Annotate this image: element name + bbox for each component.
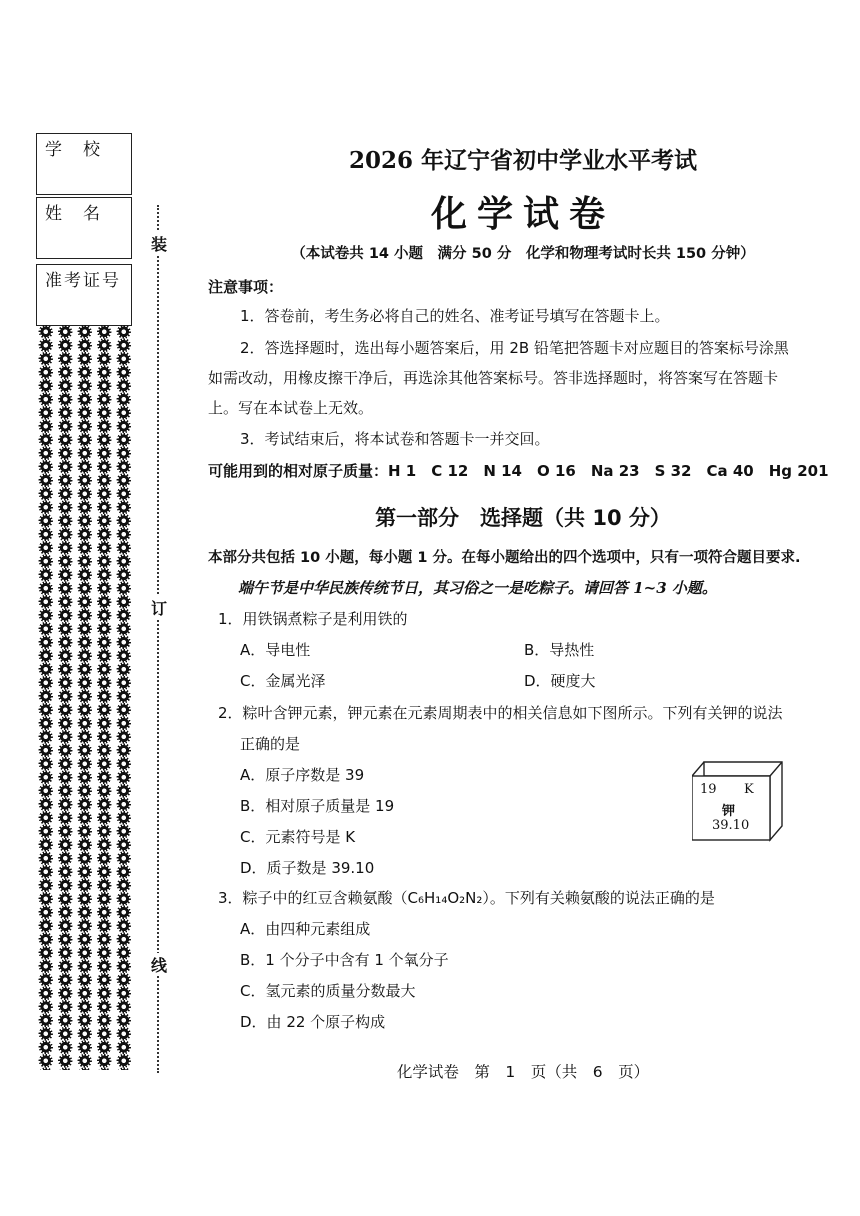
exam-subtitle: （本试卷共 14 小题 满分 50 分 化学和物理考试时长共 150 分钟） [291, 246, 755, 262]
question-2-option-c[interactable]: C．元素符号是 K [240, 828, 356, 846]
subject-title: 化学试卷 [430, 194, 615, 235]
notice-heading: 注意事项： [208, 278, 284, 296]
question-1-option-c[interactable]: C．金属光泽 [240, 672, 326, 690]
question-2-stem: 2．粽叶含钾元素，钾元素在元素周期表中的相关信息如下图所示。下列有关钾的说法 [218, 704, 783, 722]
decorative-pattern [36, 325, 134, 1070]
section-title: 第一部分 选择题（共 10 分） [375, 506, 671, 530]
atomic-masses: 可能用到的相对原子质量：H 1 C 12 N 14 O 16 Na 23 S 32 Ca 40 Hg 201 [208, 462, 829, 480]
section-intro: 本部分共包括 10 小题，每小题 1 分。在每小题给出的四个选项中，只有一项符合题目要求. [208, 550, 801, 566]
question-3-option-a[interactable]: A．由四种元素组成 [240, 920, 371, 938]
binding-mark-xian: 线 [150, 953, 168, 976]
binding-dotted-line [157, 205, 159, 1073]
question-3-stem: 3．粽子中的红豆含赖氨酸（C₆H₁₄O₂N₂）。下列有关赖氨酸的说法正确的是 [218, 889, 715, 907]
notice-line-1: 1．答卷前，考生务必将自己的姓名、准考证号填写在答题卡上。 [240, 307, 670, 325]
element-card-potassium [692, 760, 784, 844]
element-mass: 39.10 [712, 818, 750, 833]
notice-line-5: 3．考试结束后，将本试卷和答题卡一并交回。 [240, 430, 550, 448]
school-field[interactable] [36, 165, 132, 195]
notice-line-3: 如需改动，用橡皮擦干净后，再选涂其他答案标号。答非选择题时，将答案写在答题卡 [208, 369, 779, 387]
name-label: 姓 名 [36, 197, 132, 229]
question-1-stem: 1．用铁锅煮粽子是利用铁的 [218, 610, 408, 628]
question-2-option-b[interactable]: B．相对原子质量是 19 [240, 797, 395, 815]
element-symbol: K [744, 782, 754, 797]
element-number: 19 [700, 782, 717, 797]
element-name: 钾 [722, 804, 736, 819]
question-3-option-d[interactable]: D．由 22 个原子构成 [240, 1013, 386, 1031]
question-2-option-d[interactable]: D．质子数是 39.10 [240, 859, 375, 877]
question-1-option-b[interactable]: B．导热性 [524, 641, 595, 659]
question-2-option-a[interactable]: A．原子序数是 39 [240, 766, 365, 784]
notice-line-2: 2．答选择题时，选出每小题答案后，用 2B 铅笔把答题卡对应题目的答案标号涂黑 [240, 339, 789, 357]
binding-mark-zhuang: 装 [150, 232, 168, 255]
binding-mark-ding: 订 [150, 596, 168, 619]
question-1-option-d[interactable]: D．硬度大 [524, 672, 596, 690]
school-label: 学 校 [36, 133, 132, 165]
exam-id-field[interactable] [36, 296, 132, 326]
question-3-option-c[interactable]: C．氢元素的质量分数最大 [240, 982, 416, 1000]
scenario-text: 端午节是中华民族传统节日，其习俗之一是吃粽子。请回答 1~3 小题。 [238, 579, 717, 597]
question-3-option-b[interactable]: B．1 个分子中含有 1 个氧分子 [240, 951, 449, 969]
exam-title: 2026 年辽宁省初中学业水平考试 [348, 147, 698, 174]
question-2-stem-cont: 正确的是 [240, 735, 301, 753]
name-field[interactable] [36, 229, 132, 259]
notice-line-4: 上。写在本试卷上无效。 [208, 399, 374, 417]
question-1-option-a[interactable]: A．导电性 [240, 641, 311, 659]
exam-id-label: 准考证号 [36, 264, 132, 296]
page-footer: 化学试卷 第 1 页（共 6 页） [396, 1063, 650, 1081]
